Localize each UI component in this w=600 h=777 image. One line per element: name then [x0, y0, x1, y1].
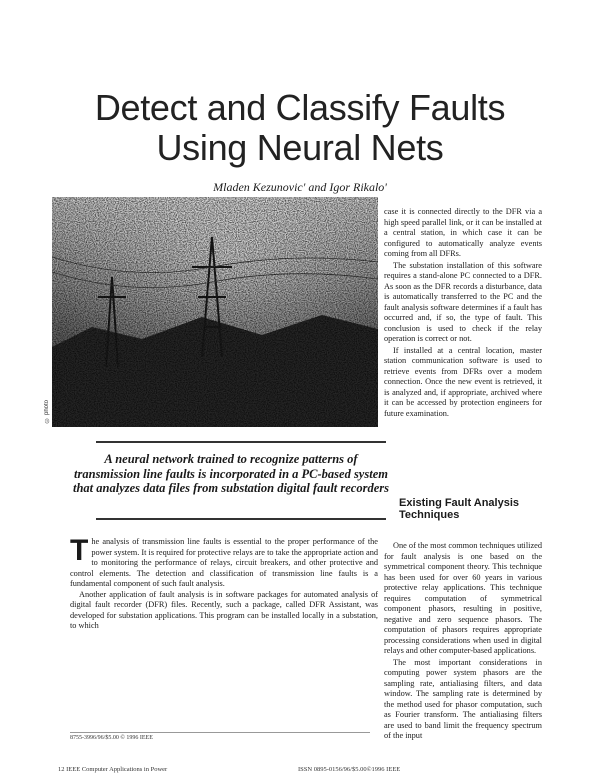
deck-rule-bottom — [96, 518, 386, 520]
right-paragraph-1: case it is connected directly to the DFR via a high speed parallel link, or it can be installed at a central station, in which case it can be configured to automatically analyze events coming from all DFRs. — [384, 207, 542, 258]
section-heading: Existing Fault Analysis Techniques — [399, 497, 520, 521]
right-paragraph-4: One of the most common techniques utilized for fault analysis is one based on the symmetrical component theory. This technique has been used for over 60 years in various protective relay applications. This technique requires computation of symmetrical component phasors, resulting in positive, negative and zero sequence phasors. The computation of phasors requires appropriate processing considerations when used in digital relays and other computer-based applications. — [384, 541, 542, 655]
right-paragraph-5: The most important considerations in computing power system phasors are the sampling rate, antialiasing filters, and data window. The sampling rate is determined by the method used for phasor computation, such as Fourier transform. The antialiasing filters are used to band limit the frequency spectrum of the input — [384, 657, 542, 740]
title-line-2: Using Neural Nets — [156, 127, 444, 168]
right-paragraph-2: The substation installation of this software requires a stand-alone PC connected to a DFR. As soon as the DFR records a disturbance, data is automatically transferred to the PC and the fault analysis software determines if a fault has occurred and, if so, the type of fault. This conclusion is used to check if the relay operation is correct or not. — [384, 260, 542, 343]
left-paragraph-2: Another application of fault analysis is in software packages for automated analysis of digital fault recorder (DFR) files. Recently, such a package, called DFR Assistant, was developed for substation applications. This program can be installed locally in a substation, to which — [70, 589, 378, 630]
footnote: 8755-3996/96/$5.00 © 1996 IEEE — [70, 735, 153, 741]
footer-left: 12 IEEE Computer Applications in Power — [58, 766, 168, 773]
header-photo — [52, 197, 378, 427]
footer-right: ISSN 0895-0156/96/$5.00©1996 IEEE — [298, 766, 401, 773]
right-column-bottom — [384, 541, 542, 743]
article-title — [40, 88, 560, 168]
drop-cap: T — [70, 534, 89, 567]
title-line-1: Detect and Classify Faults — [94, 87, 506, 128]
deck-rule-top — [96, 441, 386, 443]
deck-subtitle: A neural network trained to recognize patterns of transmission line faults is incorporated in a PC-based system that analyzes data files from substation digital fault recorders — [73, 452, 389, 495]
photo-credit: © photo — [44, 400, 50, 423]
authors: Mladen Kezunovic' and Igor Rikalo' — [213, 180, 387, 194]
left-column — [70, 534, 378, 632]
footnote-rule — [70, 732, 370, 733]
left-paragraph-1: he analysis of transmission line faults is essential to the proper performance of the power system. It is required for protective relays are to take the appropriate action and to monitoring the performance of relays, circuit breakers, and other protective and control elements. The detection and classification of transmission line faults is a fundamental component of such fault analysis. — [70, 537, 378, 588]
right-paragraph-3: If installed at a central location, master station communication software is used to retrieve events from DFRs over a modem connection. Once the new event is retrieved, it is analyzed and, if appropriate, archived where it can be accessed by protection engineers for future examination. — [384, 345, 542, 418]
right-column-top — [384, 207, 542, 420]
